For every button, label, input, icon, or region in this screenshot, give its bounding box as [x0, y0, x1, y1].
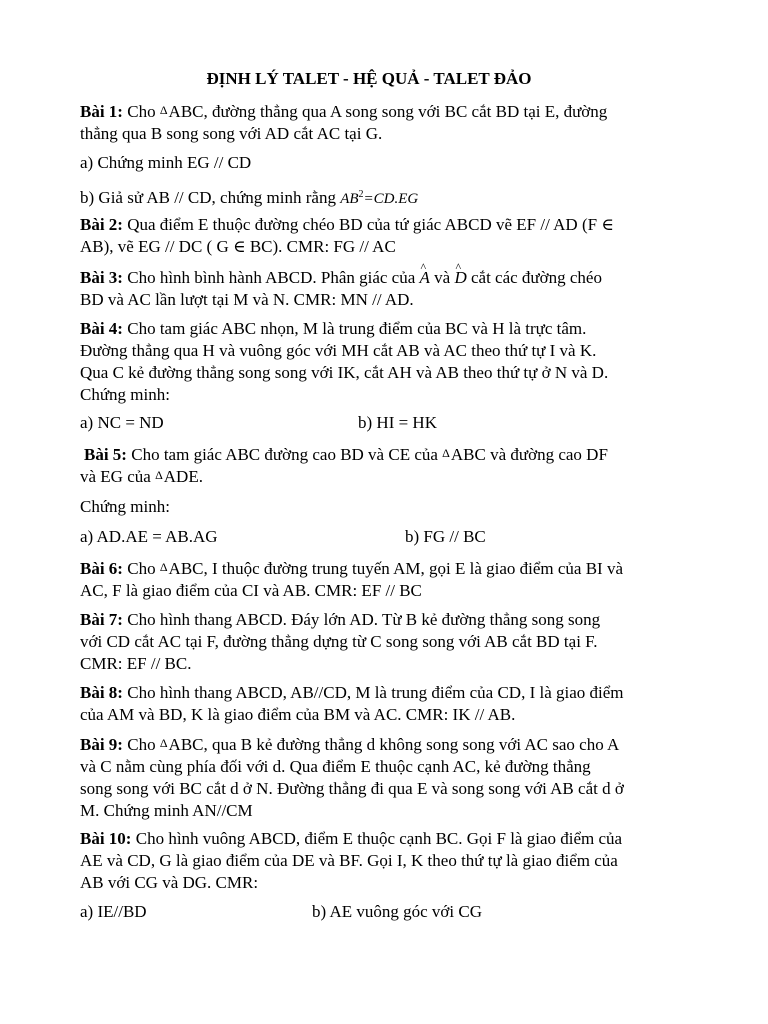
problem-5-prove: Chứng minh: [80, 497, 170, 516]
problem-8-label: Bài 8: [80, 683, 123, 702]
problem-9: Bài 9: Cho ΔABC, qua B kẻ đường thẳng d không song song với AC sao cho A và C nằm cùng phía đối với d. Qua điểm E thuộc cạnh AC, kẻ đường thẳng song song với BC cắt d ở N. Đường thẳng đi qua E và song song với AB cắt d ở M. Chứng minh AN//CM [80, 735, 624, 820]
triangle-symbol: Δ [159, 103, 168, 117]
problem-9-label: Bài 9: [80, 735, 123, 754]
problem-10-part-a: a) IE//BD [80, 902, 147, 921]
problem-2-label: Bài 2: [80, 215, 123, 234]
problem-5-label: Bài 5: [84, 445, 127, 464]
problem-5-line-2: và EG của ΔADE. [80, 467, 203, 486]
angle-d: ^ D [454, 267, 466, 289]
problem-6-label: Bài 6: [80, 559, 123, 578]
angle-a: ^ A [420, 267, 430, 289]
problem-1-part-b: b) Giả sử AB // CD, chứng minh rằng $AB^2=CD.EG$ [80, 188, 419, 207]
problem-5-part-a: a) AD.AE = AB.AG [80, 527, 218, 546]
problem-6: Bài 6: Cho ΔABC, I thuộc đường trung tuyến AM, gọi E là giao điểm của BI và AC, F là giao điểm của CI và AB. CMR: EF // BC [80, 559, 624, 600]
document-title: ĐỊNH LÝ TALET - HỆ QUẢ - TALET ĐẢO [206, 69, 532, 88]
problem-10: Bài 10: Cho hình vuông ABCD, điểm E thuộc cạnh BC. Gọi F là giao điểm của AE và CD, G là giao điểm của DE và BF. Gọi I, K theo thứ tự là giao điểm của AB với CG và DG. CMR: [80, 829, 623, 892]
problem-8: Bài 8: Cho hình thang ABCD, AB//CD, M là trung điểm của CD, I là giao điểm của AM và BD, K là giao điểm của BM và AC. CMR: IK // AB. [80, 683, 624, 724]
problem-1-part-a: a) Chứng minh EG // CD [80, 153, 252, 172]
problem-1: Bài 1: Cho ΔABC, đường thẳng qua A song song với BC cắt BD tại E, đường thẳng qua B song song với AD cắt AC tại G. [80, 102, 608, 143]
formula: $AB^2=CD.EG$ [340, 189, 419, 207]
problem-3: Bài 3: Cho hình bình hành ABCD. Phân giác của ^ A và ^ D cắt các đường chéo BD và AC lần lượt tại M và N. CMR: MN // AD. [80, 267, 680, 311]
problem-10-part-b: b) AE vuông góc với CG [312, 902, 483, 921]
problem-4-part-b: b) HI = HK [358, 413, 437, 432]
problem-1-label: Bài 1: [80, 102, 123, 121]
problem-4-label: Bài 4: [80, 319, 123, 338]
problem-2: Bài 2: Qua điểm E thuộc đường chéo BD của tứ giác ABCD vẽ EF // AD (F ∈ AB), vẽ EG // DC ( G ∈ BC). CMR: FG // AC [80, 215, 614, 256]
problem-7-label: Bài 7: [80, 610, 123, 629]
problem-4-part-a: a) NC = ND [80, 413, 164, 432]
problem-7: Bài 7: Cho hình thang ABCD. Đáy lớn AD. Từ B kẻ đường thẳng song song với CD cắt AC tại F, đường thẳng dựng từ C song song với AB cắt BD tại F. CMR: EF // BC. [80, 610, 601, 673]
problem-10-label: Bài 10: [80, 829, 132, 848]
problem-5-part-b: b) FG // BC [405, 527, 486, 546]
problem-4: Bài 4: Cho tam giác ABC nhọn, M là trung điểm của BC và H là trực tâm. Đường thẳng qua H và vuông góc với MH cắt AB và AC theo thứ tự I và K. Qua C kẻ đường thẳng song song với IK, cắt AH và AB theo thứ tự ở N và D. Chứng minh: [80, 319, 609, 404]
problem-5: Bài 5: Cho tam giác ABC đường cao BD và CE của ΔABC và đường cao DF [84, 445, 608, 464]
problem-3-label: Bài 3: [80, 268, 123, 287]
